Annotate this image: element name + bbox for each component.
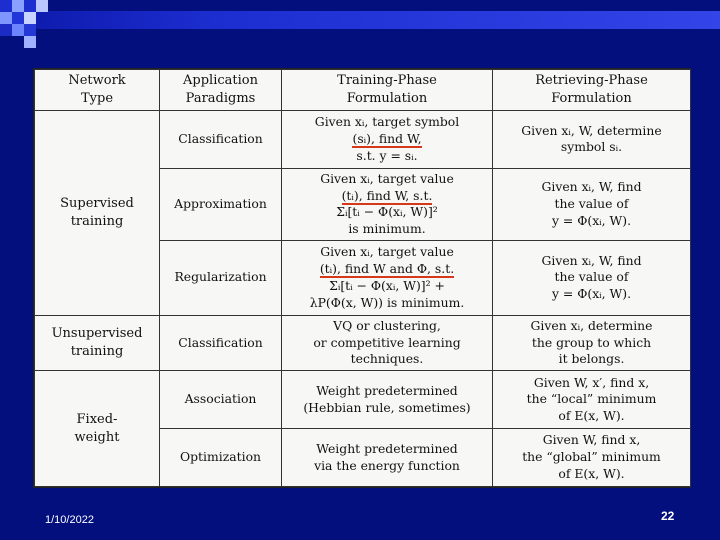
decor-square [12,12,24,24]
cell-line: Given xᵢ, W, find [541,179,642,195]
decor-square [36,0,48,12]
group-label: Supervised [60,196,134,212]
group-fixed-weight [35,371,160,487]
underlined-phrase: (tᵢ), find W and Φ, s.t. [319,261,455,277]
network-table-image [33,68,691,488]
training-cell [282,241,493,315]
retrieving-cell [493,241,691,315]
cell-line: Given W, find x, [542,432,641,448]
cell-line: Given xᵢ, target value [320,171,454,187]
training-cell [282,429,493,487]
cell-line: λP(Φ(x, W)) is minimum. [309,294,465,310]
decor-square [12,24,24,36]
cell-line: techniques. [350,351,424,367]
header-network-type [35,70,160,111]
header-application-paradigms [160,70,282,111]
header-line: Type [80,91,114,106]
cell-line: the “local” minimum [526,391,657,407]
decor-square [0,24,12,36]
cell-line: it belongs. [558,351,625,367]
retrieving-cell [493,168,691,240]
paradigm-cell: Association [160,371,282,429]
table-row [35,315,691,371]
cell-line: Weight predetermined [316,440,458,456]
retrieving-cell [493,315,691,371]
paradigm-cell: Regularization [160,241,282,315]
training-cell [282,111,493,169]
decor-square [0,0,12,12]
header-line: Network [68,73,126,89]
cell-line: Given xᵢ, target value [320,244,454,260]
header-line: Application [183,73,258,89]
cell-line: the “global” minimum [522,449,661,465]
group-label: training [70,343,124,359]
page-number: 22 [661,509,675,523]
group-label: weight [74,429,120,445]
cell-line [285,261,489,278]
group-label: training [70,213,124,229]
cell-line: VQ or clustering, [333,317,441,333]
header-line: Retrieving-Phase [535,73,648,89]
cell-line: y = Φ(xᵢ, W). [551,286,632,302]
underlined-phrase: (tᵢ), find W, s.t. [341,187,433,203]
cell-line: of E(x, W). [558,408,625,424]
training-cell [282,315,493,371]
training-cell [282,168,493,240]
table-header-row [35,70,691,111]
paradigm-cell: Classification [160,315,282,371]
cell-line: (Hebbian rule, sometimes) [303,399,471,415]
cell-line: the value of [554,269,629,285]
decor-square [24,24,36,36]
header-training-phase [282,70,493,111]
retrieving-cell [493,111,691,169]
cell-line: Given xᵢ, target symbol [314,114,460,130]
cell-line: or competitive learning [313,334,461,350]
decor-square [24,36,36,48]
paradigm-cell: Approximation [160,168,282,240]
paradigm-cell: Optimization [160,429,282,487]
decor-square [24,0,36,12]
underlined-phrase: (sᵢ), find W, [352,131,422,147]
cell-line: Given W, x′, find x, [533,374,650,390]
cell-line: Σᵢ[tᵢ − Φ(xᵢ, W)]² [336,204,438,220]
cell-line: Given xᵢ, determine [530,317,653,333]
cell-line: Given xᵢ, W, find [541,252,642,268]
group-label: Fixed- [76,412,118,428]
header-line: Paradigms [185,91,256,106]
cell-line [285,131,489,148]
training-cell [282,371,493,429]
cell-line: is minimum. [348,221,426,237]
cell-line: Given xᵢ, W, determine [521,122,662,138]
header-line: Formulation [551,91,632,106]
paradigm-cell: Classification [160,111,282,169]
table-row [35,371,691,429]
decor-square [0,12,12,24]
group-unsupervised [35,315,160,371]
cell-line: via the energy function [314,457,460,473]
footer-date: 1/10/2022 [45,514,94,526]
cell-line [285,188,489,205]
title-accent-bar [0,11,720,29]
table-row [35,111,691,169]
cell-line: symbol sᵢ. [560,139,623,155]
cell-line: y = Φ(xᵢ, W). [551,212,632,228]
decor-square [12,0,24,12]
cell-line: Σᵢ[tᵢ − Φ(xᵢ, W)]² + [329,277,445,293]
cell-line: s.t. y = sᵢ. [356,147,418,163]
group-label: Unsupervised [51,326,143,342]
cell-line: Weight predetermined [316,382,458,398]
cell-line: of E(x, W). [558,465,625,481]
header-retrieving-phase [493,70,691,111]
cell-line: the group to which [531,334,652,350]
decor-square [24,12,36,24]
header-line: Formulation [346,91,428,106]
network-table [34,69,691,487]
cell-line: the value of [554,196,629,212]
retrieving-cell [493,371,691,429]
header-line: Training-Phase [337,73,437,89]
retrieving-cell [493,429,691,487]
group-supervised [35,111,160,316]
